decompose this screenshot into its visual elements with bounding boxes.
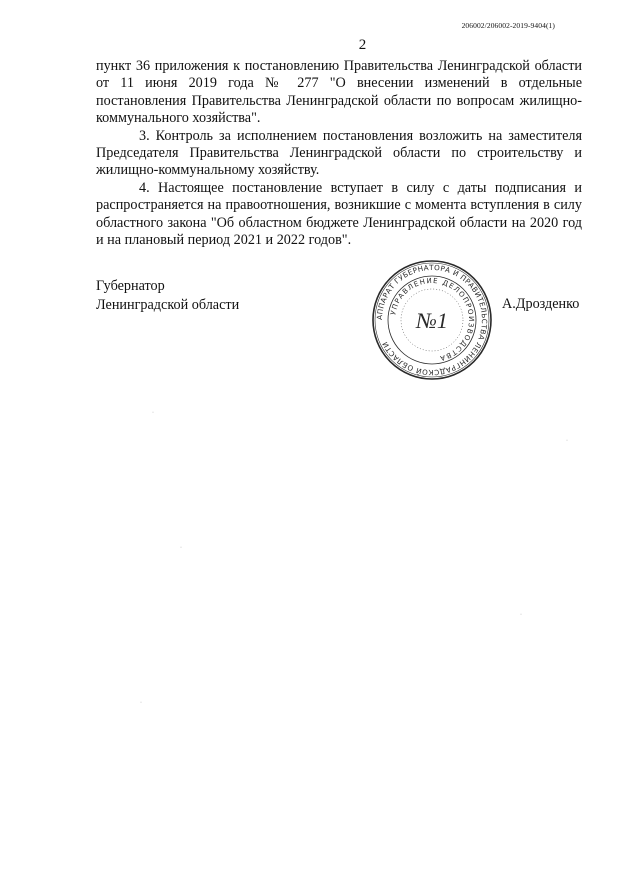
official-stamp: [370, 258, 494, 382]
stamp-inner-text: УПРАВЛЕНИЕ ДЕЛОПРОИЗВОДСТВА: [389, 276, 476, 363]
paragraph-3: 3. Контроль за исполнением постановления возложить на заместителя Председателя Правительства Ленинградской области по строительству и жилищно-коммунальному хозяйству.: [96, 127, 582, 179]
scan-speck: ·: [180, 545, 182, 551]
scan-speck: ·: [140, 700, 142, 706]
scan-speck: ·: [566, 438, 568, 444]
stamp-number: №1: [416, 308, 448, 333]
scan-speck: ·: [152, 410, 154, 416]
document-id: 206002/206002-2019-9404(1): [461, 21, 555, 30]
stamp-outer-text: АППАРАТ ГУБЕРНАТОРА И ПРАВИТЕЛЬСТВА ЛЕНИНГРАДСКОЙ ОБЛАСТИ: [374, 262, 490, 378]
paragraph-continuation: пункт 36 приложения к постановлению Правительства Ленинградской области от 11 июня 2019 года № 277 "О внесении изменений в отдельные постановления Правительства Ленинградской области по вопросам жилищно-коммунального хозяйства".: [96, 58, 582, 127]
signatory-title-line-1: Губернатор: [96, 278, 165, 294]
signatory-name: А.Дрозденко: [502, 296, 580, 312]
page-number: 2: [358, 37, 367, 53]
scan-speck: ·: [520, 612, 522, 618]
document-body: [96, 58, 582, 249]
signatory-title: [96, 277, 239, 315]
paragraph-4: 4. Настоящее постановление вступает в силу с даты подписания и распространяется на правоотношения, возникшие с момента вступления в силу областного закона "Об областном бюджете Ленинградской области на 2020 год и на плановый период 2021 и 2022 годов".: [96, 179, 582, 249]
signatory-title-line-2: Ленинградской области: [96, 297, 240, 313]
